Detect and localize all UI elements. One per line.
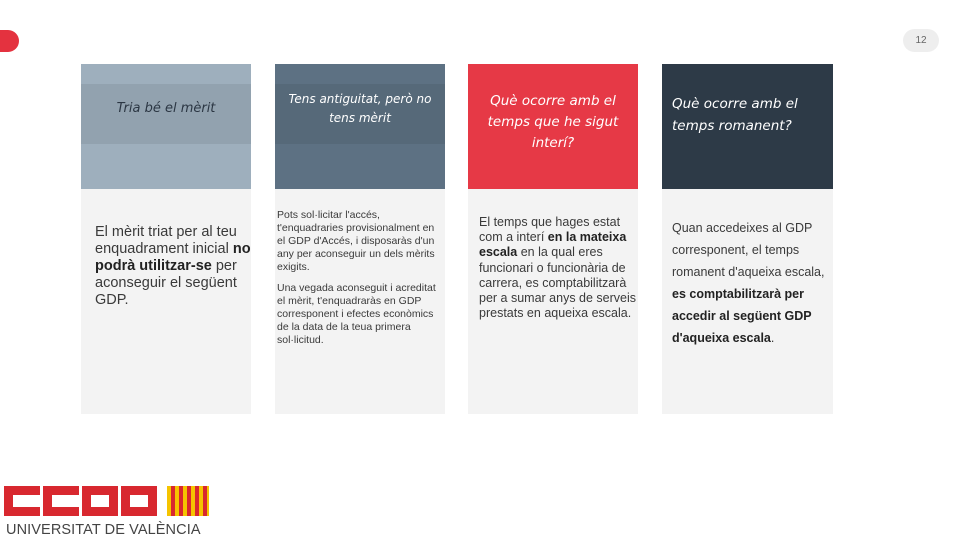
body-text-bold: en la mateixa escala: [479, 230, 627, 260]
body-paragraph: Pots sol·licitar l'accés, t'enquadraries provisionalment en el GDP d'Accés, i disposaràs d'un any per aconseguir un dels mèrits exigits.: [277, 209, 435, 273]
body-text: Quan accedeixes al GDP corresponent, el temps romanent d'aqueixa escala,: [672, 221, 825, 279]
card-body: [468, 189, 638, 321]
card-body: [81, 189, 251, 309]
card-title: Tens antiguitat, però no tens mèrit: [288, 91, 432, 125]
logo-letter-c-icon: [43, 486, 79, 516]
ccoo-logo: [4, 486, 214, 538]
logo-caption: UNIVERSITAT DE VALÈNCIA: [6, 522, 201, 538]
body-paragraph: Una vegada aconseguit i acreditat el mèrit, t'enquadraràs en GDP corresponent i efectes econòmics de la data de la teua primera sol·licitud.: [277, 282, 436, 346]
ccoo-logo-mark: [4, 486, 160, 516]
body-text: .: [770, 331, 775, 345]
card-seniority: [275, 64, 445, 414]
senyera-stripes-icon: [167, 486, 209, 516]
body-text: per aconseguir el següent GDP.: [95, 258, 237, 308]
card-header: [81, 64, 251, 189]
card-header: [275, 64, 445, 189]
card-body: [275, 189, 445, 355]
card-header: [662, 64, 833, 189]
card-title: Què ocorre amb el temps que he sigut interí?: [487, 93, 619, 151]
card-merit: [81, 64, 251, 414]
logo-letter-o-icon: [121, 486, 157, 516]
body-text: El temps que hages estat com a interí: [479, 215, 621, 245]
card-title: Tria bé el mèrit: [116, 101, 216, 116]
logo-letter-c-icon: [4, 486, 40, 516]
body-text-bold: es comptabilitzarà per accedir al següent GDP d'aqueixa escala: [672, 287, 812, 345]
body-text: El mèrit triat per al teu enquadrament inicial: [95, 224, 237, 257]
card-body: [662, 189, 833, 349]
card-title: Què ocorre amb el temps romanent?: [672, 95, 798, 134]
logo-letter-o-icon: [82, 486, 118, 516]
card-interim-time: [468, 64, 638, 414]
body-text: en la qual eres funcionari o funcionària de carrera, es comptabilitzarà per a sumar anys de serveis prestats en aqueixa escala.: [479, 245, 637, 321]
slide-marker: [0, 30, 19, 52]
body-text-bold: no podrà utilitzar-se: [95, 241, 251, 274]
card-remaining-time: [662, 64, 833, 414]
page-number-badge: 12: [903, 29, 939, 52]
card-header: [468, 64, 638, 189]
